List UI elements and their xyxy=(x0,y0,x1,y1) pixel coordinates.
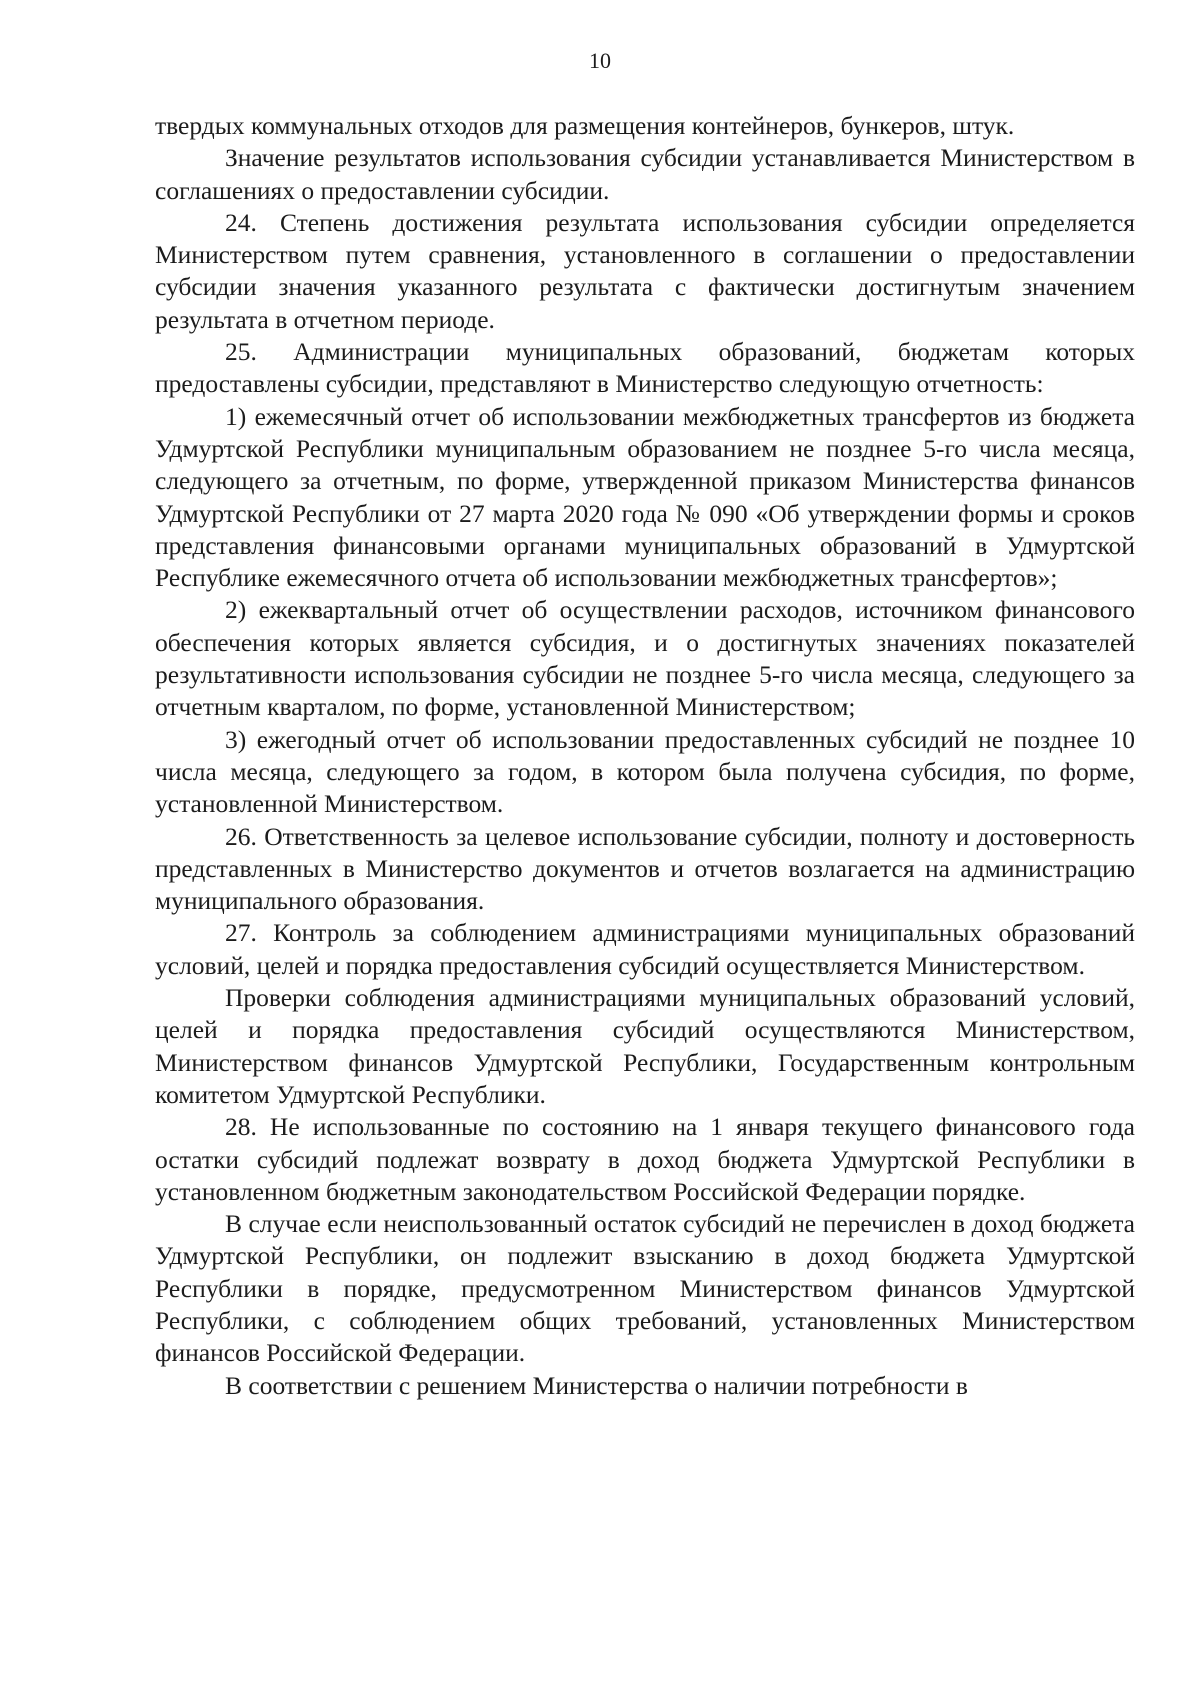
paragraph-26: 26. Ответственность за целевое использование субсидии, полноту и достоверность представленных в Министерство документов и отчетов возлагается на администрацию муниципального образования. xyxy=(155,821,1135,916)
paragraph-28-decision: В соответствии с решением Министерства о наличии потребности в xyxy=(225,1370,968,1400)
page-number: 10 xyxy=(589,48,611,73)
paragraph-25-item-1: 1) ежемесячный отчет об использовании межбюджетных трансфертов из бюджета Удмуртской Республики муниципальным образованием не позднее 5-го числа месяца, следующего за отчетным, по форме, утвержденной приказом Министерства финансов Удмуртской Республики от 27 марта 2020 года № 090 «Об утверждении формы и сроков представления финансовыми органами муниципальных образований в Удмуртской Республике ежемесячного отчета об использовании межбюджетных трансфертов»; xyxy=(155,401,1135,593)
paragraph-25-item-2: 2) ежеквартальный отчет об осуществлении расходов, источником финансового обеспечения которых является субсидия, и о достигнутых значениях показателей результативности использования субсидии не позднее 5-го числа месяца, следующего за отчетным кварталом, по форме, установленной Министерством; xyxy=(155,595,1135,722)
paragraph-28: 28. Не использованные по состоянию на 1 января текущего финансового года остатки субсидий подлежат возврату в доход бюджета Удмуртской Республики в установленном бюджетным законодательством Российской Федерации порядке. xyxy=(155,1112,1135,1206)
document-body xyxy=(155,110,1135,1402)
paragraph-25-item-3: 3) ежегодный отчет об использовании предоставленных субсидий не позднее 10 числа месяца, следующего за годом, в котором была получена субсидия, по форме, установленной Министерством. xyxy=(155,724,1135,819)
paragraph-25: 25. Администрации муниципальных образований, бюджетам которых предоставлены субсидии, представляют в Министерство следующую отчетность: xyxy=(155,337,1135,399)
paragraph-continuation: твердых коммунальных отходов для размещения контейнеров, бункеров, штук. xyxy=(155,111,1015,140)
paragraph-27-checks: Проверки соблюдения администрациями муниципальных образований условий, целей и порядка предоставления субсидий осуществляются Министерством, Министерством финансов Удмуртской Республики, Государственным контрольным комитетом Удмуртской Республики. xyxy=(155,983,1135,1109)
paragraph-27: 27. Контроль за соблюдением администрациями муниципальных образований условий, целей и порядка предоставления субсидий осуществляется Министерством. xyxy=(155,918,1135,980)
paragraph-28-recovery: В случае если неиспользованный остаток субсидий не перечислен в доход бюджета Удмуртской Республики, он подлежит взысканию в доход бюджета Удмуртской Республики в порядке, предусмотренном Министерством финансов Удмуртской Республики, с соблюдением общих требований, установленных Министерством финансов Российской Федерации. xyxy=(155,1209,1135,1368)
paragraph-result-value: Значение результатов использования субсидии устанавливается Министерством в соглашениях о предоставлении субсидии. xyxy=(155,143,1135,205)
paragraph-24: 24. Степень достижения результата использования субсидии определяется Министерством путем сравнения, установленного в соглашении о предоставлении субсидии значения указанного результата с фактически достигнутым значением результата в отчетном периоде. xyxy=(155,207,1135,334)
